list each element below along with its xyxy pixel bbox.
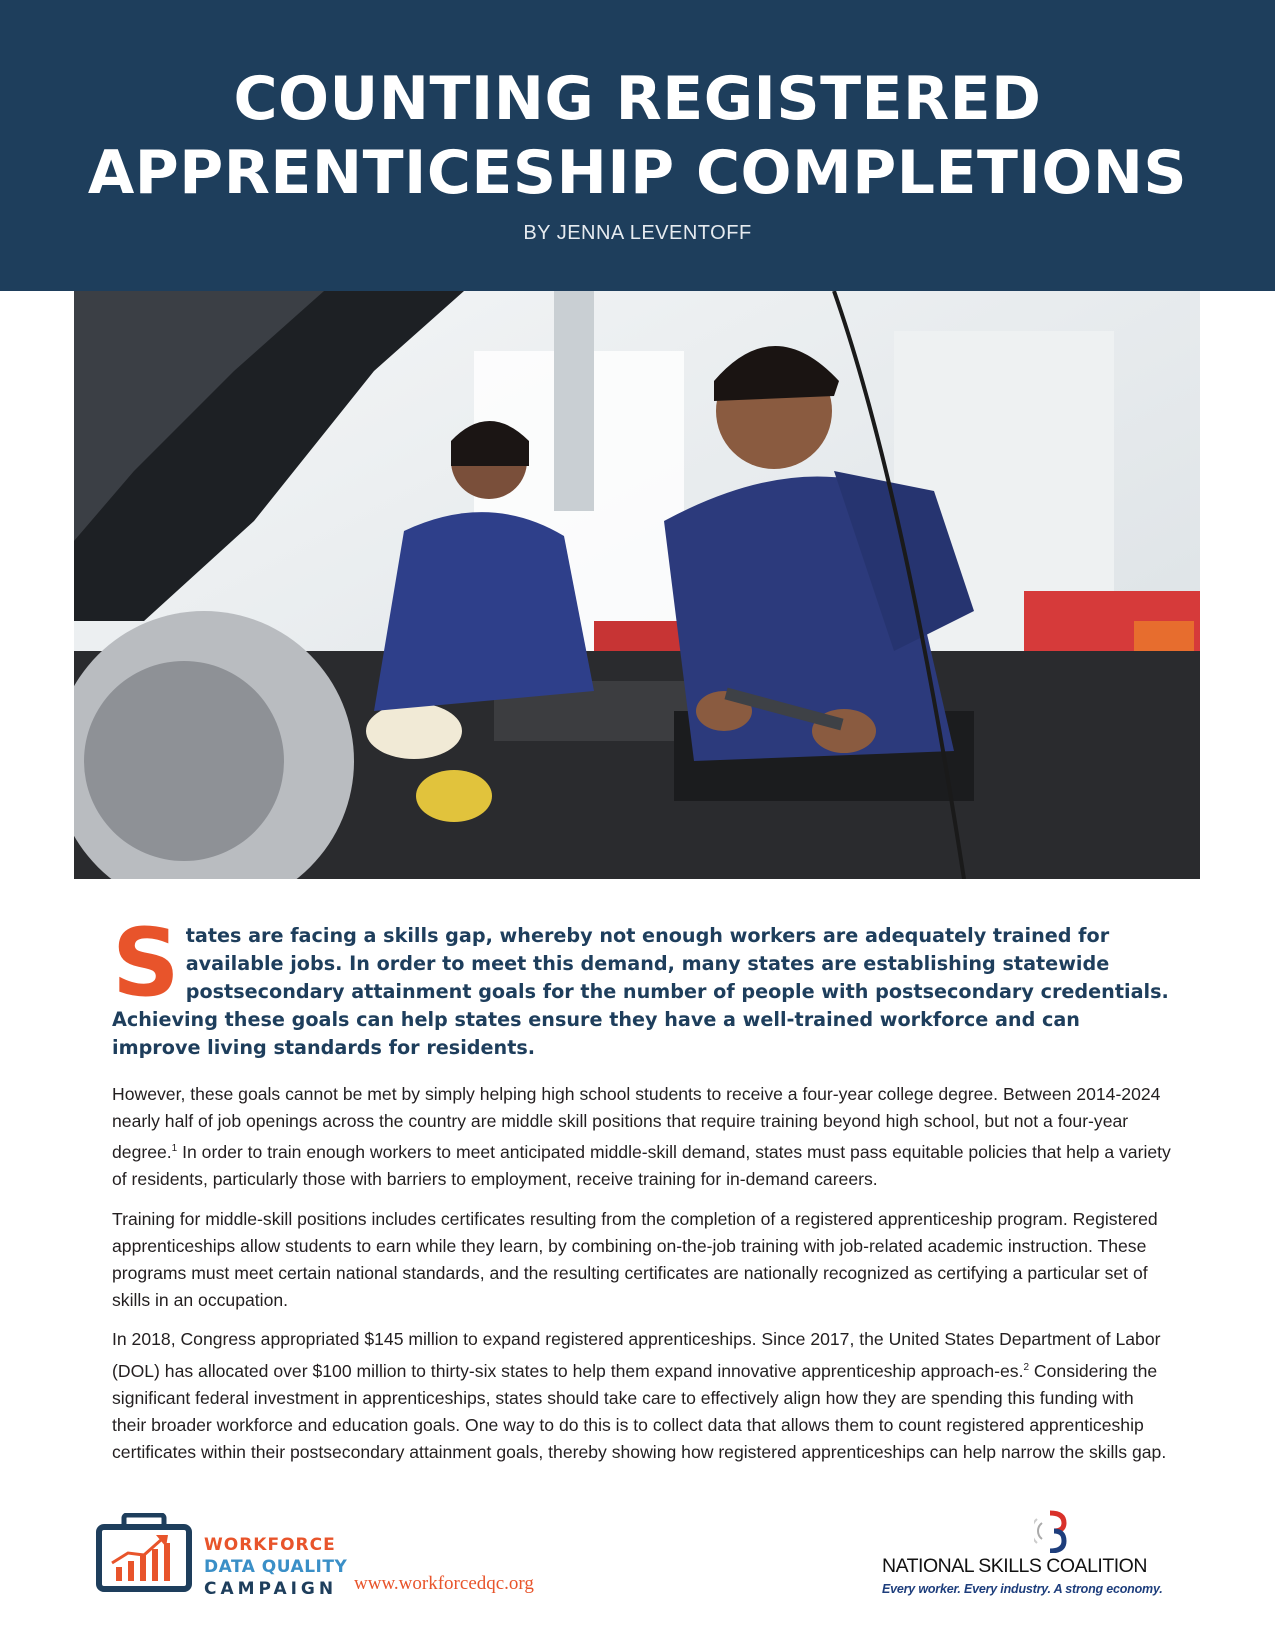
wdqc-line-1: WORKFORCE [204,1535,336,1555]
title-line-1: COUNTING REGISTERED [233,64,1042,134]
wdqc-line-3: CAMPAIGN [204,1579,338,1599]
drop-cap: S [112,909,180,1018]
byline: BY JENNA LEVENTOFF [523,222,752,244]
wdqc-wordmark [204,1534,347,1600]
nsc-name: NATIONAL SKILLS COALITION [882,1555,1147,1577]
wdqc-line-2: DATA QUALITY [204,1557,348,1577]
footnote-ref-1: 1 [171,1143,178,1155]
header-banner [0,0,1275,291]
nsc-logo [882,1509,1172,1599]
page-title [0,62,1275,210]
briefcase-chart-icon [96,1513,192,1593]
paragraph-3: In 2018, Congress appropriated $145 million to expand registered apprenticeships. Since 2017, the United States Department of Labor (DOL) has allocated over $100 million to thirty-six states to help them expand innovative apprenticeship approach-es.$^2$ Considering the significant federal investment in apprenticeships, states should take care to effectively align how they are spending this funding with their broader workforce and education goals. One way to do this is to collect data that allows them to count registered apprenticeship certificates within their postsecondary attainment goals, thereby showing how registered apprenticeships can help narrow the skills gap. [112,1329,1167,1463]
hero-photo [74,291,1200,879]
intro-text: tates are facing a skills gap, whereby not enough workers are adequately trained for available jobs. In order to meet this demand, many states are establishing statewide postsecondary attainment goals for the number of people with postsecondary credentials. Achieving these goals can help states ensure they have a well-trained workforce and can improve living standards for residents. [112,924,1169,1059]
body-text [112,1081,1172,1478]
signal-icon [1034,1509,1074,1553]
footnote-ref-2: 2 [1023,1361,1030,1373]
nsc-tagline: Every worker. Every industry. A strong economy. [882,1582,1163,1596]
paragraph-1: However, these goals cannot be met by simply helping high school students to receive a four-year college degree. Between 2014-2024 nearly half of job openings across the country are middle skill positions that require training beyond high school, but not a four-year degree.$^1$ In order to train enough workers to meet anticipated middle-skill demand, states must pass equitable policies that help a variety of residents, particularly those with barriers to employment, receive training for in-demand careers. [112,1084,1171,1190]
intro-paragraph [112,909,1172,1062]
paragraph-2: Training for middle-skill positions includes certificates resulting from the completion of a registered apprenticeship program. Registered apprenticeships allow students to earn while they learn, by combining on-the-job training with job-related academic instruction. These programs must meet certain national standards, and the resulting certificates are nationally recognized as certifying a particular set of skills in an occupation. [112,1208,1158,1311]
title-line-2: APPRENTICESHIP COMPLETIONS [87,138,1188,208]
website-link[interactable]: www.workforcedqc.org [354,1573,534,1594]
